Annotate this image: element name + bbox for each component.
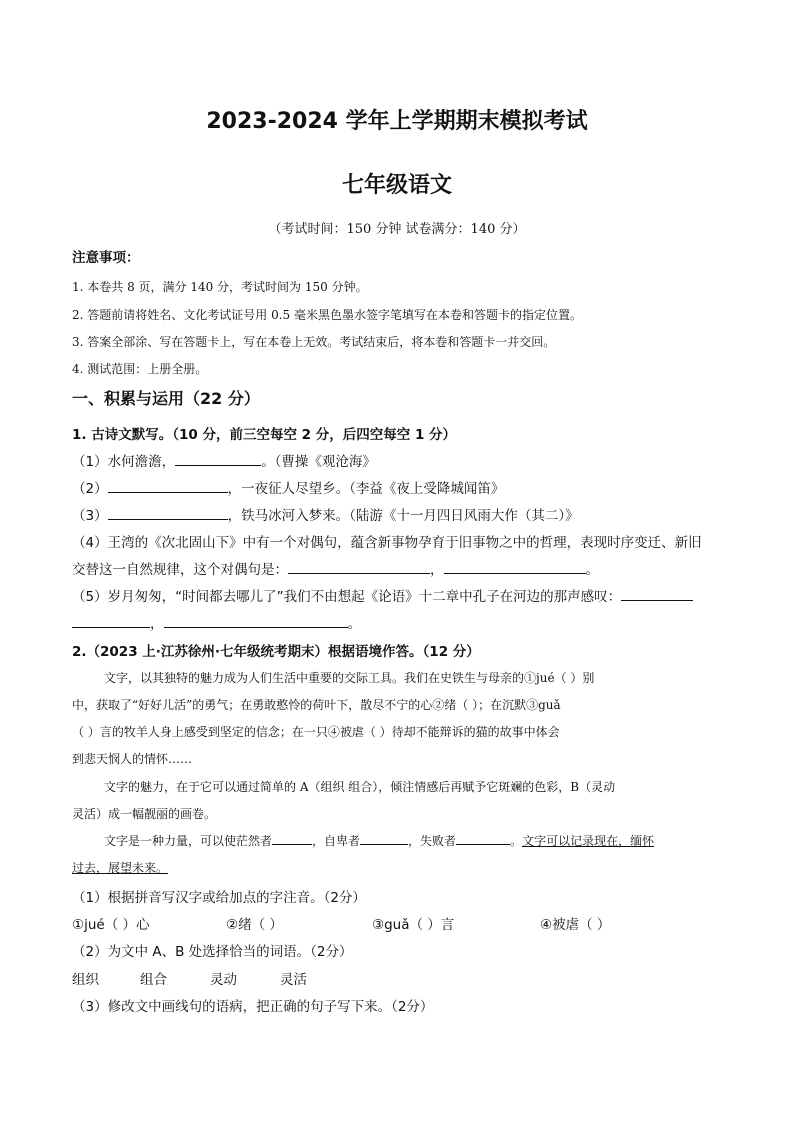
q1-line-3 bbox=[72, 504, 579, 524]
answer-blank[interactable] bbox=[456, 832, 510, 845]
q1-line-5b bbox=[72, 612, 361, 632]
q1-stem: 1. 古诗文默写。（10 分，前三空每空 2 分，后四空每空 1 分） bbox=[72, 427, 457, 443]
q1-line-5-text: （5）岁月匆匆，“时间都去哪儿了”我们不由想起《论语》十二章中孔子在河边的那声感叹： bbox=[72, 589, 622, 605]
q2-stem: 2.（2023 上·江苏徐州·七年级统考期末）根据语境作答。（12 分） bbox=[72, 644, 480, 660]
section-heading: 一、积累与运用（22 分） bbox=[72, 389, 260, 408]
word-option: 组织 bbox=[72, 972, 99, 988]
comma: ， bbox=[150, 616, 164, 632]
answer-blank[interactable] bbox=[444, 561, 586, 574]
q1-line-3-text: ，铁马冰河入梦来。（陆游《十一月四日风雨大作（其二）》 bbox=[227, 508, 579, 524]
passage-text: ，自卑者 bbox=[312, 834, 361, 848]
notice-item-4: 4. 测试范围：上册全册。 bbox=[72, 362, 208, 376]
underlined-sentence: 过去，展望未来。 bbox=[72, 861, 169, 875]
q2-subquestion-2: （2）为文中 A、B 处选择恰当的词语。（2分） bbox=[72, 944, 353, 960]
notice-item-2: 2. 答题前请将姓名、文化考试证号用 0.5 毫米黑色墨水签字笔填写在本卷和答题卡的指定位置。 bbox=[72, 308, 582, 322]
word-option: 灵活 bbox=[280, 972, 307, 988]
q2-subquestion-1: （1）根据拼音写汉字或给加点的字注音。（2分） bbox=[72, 890, 366, 906]
q2-passage-line: 文字，以其独特的魅力成为人们生活中重要的交际工具。我们在史铁生与母亲的①jué（ ）别 bbox=[104, 671, 595, 685]
exam-title: 2023-2024 学年上学期期末模拟考试 bbox=[206, 109, 588, 134]
period: 。 bbox=[585, 562, 599, 578]
q2-passage-line: 文字的魅力，在于它可以通过简单的 A（组织 组合），倾注情感后再赋予它斑斓的色彩，B（灵动 bbox=[104, 780, 616, 794]
q1-line-4-text: 交替这一自然规律，这个对偶句是： bbox=[72, 562, 288, 578]
q2-sq1-option: ①jué（ ）心 bbox=[72, 917, 150, 933]
answer-blank[interactable] bbox=[164, 615, 348, 628]
q2-passage-line: 灵活）成一幅靓丽的画卷。 bbox=[72, 807, 217, 821]
underlined-sentence: 文字可以记录现在，缅怀 bbox=[522, 834, 655, 848]
word-option: 灵动 bbox=[210, 972, 237, 988]
answer-blank[interactable] bbox=[108, 507, 228, 520]
q2-passage-line bbox=[104, 832, 654, 849]
q2-sq1-option: ④被虐（ ） bbox=[540, 917, 611, 933]
q2-passage-line: 到悲天悯人的情怀…… bbox=[72, 752, 193, 766]
exam-info: （考试时间：150 分钟 试卷满分：140 分） bbox=[268, 222, 526, 237]
answer-blank[interactable] bbox=[175, 453, 261, 466]
q1-line-2 bbox=[72, 477, 504, 497]
q1-line-1-source: 。（曹操《观沧海》 bbox=[261, 454, 376, 470]
q1-line-3-num: （3） bbox=[72, 508, 108, 524]
q2-subquestion-3: （3）修改文中画线句的语病，把正确的句子写下来。（2分） bbox=[72, 999, 434, 1015]
passage-text: 文字是一种力量，可以使茫然者 bbox=[104, 834, 273, 848]
comma: ， bbox=[430, 562, 444, 578]
q1-line-2-text: ，一夜征人尽望乡。（李益《夜上受降城闻笛》 bbox=[227, 481, 505, 497]
q1-line-1 bbox=[72, 450, 376, 470]
notice-item-3: 3. 答案全部涂、写在答题卡上，写在本卷上无效。考试结束后，将本卷和答题卡一并交回。 bbox=[72, 335, 556, 349]
q1-line-4a: （4）王湾的《次北固山下》中有一个对偶句，蕴含新事物孕育于旧事物之中的哲理，表现时序变迁、新旧 bbox=[72, 535, 702, 551]
answer-blank[interactable] bbox=[272, 832, 312, 845]
answer-blank[interactable] bbox=[360, 832, 408, 845]
answer-blank[interactable] bbox=[621, 588, 693, 601]
passage-text: ，失败者 bbox=[408, 834, 457, 848]
q2-sq1-option: ②绪（ ） bbox=[226, 917, 283, 933]
answer-blank[interactable] bbox=[108, 480, 228, 493]
subject-title: 七年级语文 bbox=[341, 173, 452, 198]
q2-passage-line: 中，获取了“好好儿活”的勇气；在勇敢憨怜的荷叶下，散尽不宁的心②绪（ ）；在沉默③guǎ bbox=[72, 698, 561, 712]
q1-line-5a bbox=[72, 585, 693, 605]
q1-line-2-num: （2） bbox=[72, 481, 108, 497]
answer-blank[interactable] bbox=[288, 561, 430, 574]
notice-heading: 注意事项： bbox=[72, 250, 140, 266]
q1-line-4b bbox=[72, 558, 599, 578]
q1-line-1-text: （1）水何澹澹， bbox=[72, 454, 176, 470]
period: 。 bbox=[347, 616, 361, 632]
notice-item-1: 1. 本卷共 8 页，满分 140 分，考试时间为 150 分钟。 bbox=[72, 280, 368, 294]
passage-text: 。 bbox=[510, 834, 523, 848]
answer-blank[interactable] bbox=[72, 615, 150, 628]
q2-sq1-option: ③guǎ（ ）言 bbox=[372, 917, 455, 933]
word-option: 组合 bbox=[140, 972, 167, 988]
q2-passage-line: （ ）言的牧羊人身上感受到坚定的信念；在一只④被虐（ ）待却不能辩诉的猫的故事中体会 bbox=[72, 725, 560, 739]
